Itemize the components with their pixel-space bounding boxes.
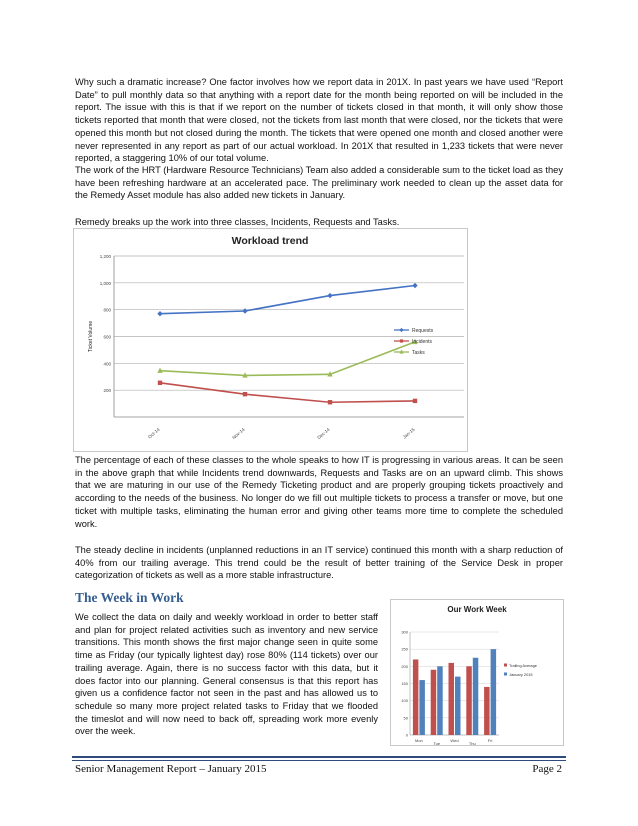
bar-trailing-average	[484, 687, 490, 735]
bar-january-2015	[473, 658, 479, 735]
footer-page-number: Page 2	[532, 763, 562, 775]
x-tick-label: Jan-15	[401, 426, 416, 440]
class-percentage-paragraph: The percentage of each of these classes to the whole speaks to how IT is progressing in various areas. It can be seen in the above graph that while Incidents trend downwards, Requests and Tasks are on an upward climb. This shows that we are maturing in our use of the Remedy Ticketing product and are properly grouping tickets proactively and according to the needs of the business. No longer do we fill out multiple tickets to process a transfer or move, but one ticket with multiple tasks, eliminating the human error and giving other teams more time to complete the scheduled work.	[75, 455, 563, 529]
bar-trailing-average	[431, 670, 437, 735]
bar-trailing-average	[413, 659, 419, 735]
workload-trend-svg	[74, 229, 467, 451]
legend-marker	[399, 328, 403, 332]
footer-rule-thin	[72, 760, 566, 761]
x-tick-label: Nov-14	[231, 426, 246, 441]
footer-report-title: Senior Management Report – January 2015	[75, 763, 267, 775]
x-tick-label: Fri	[487, 738, 493, 743]
legend-label: Incidents	[412, 339, 433, 345]
y-tick-label: 1,200	[99, 254, 111, 259]
legend-label: Requests	[412, 328, 434, 334]
y-tick-label: 300	[401, 629, 408, 635]
work-week-chart	[390, 599, 564, 746]
legend-label: Tasks	[412, 350, 425, 356]
data-point-incidents	[413, 399, 417, 403]
y-tick-label: 200	[401, 663, 408, 669]
y-tick-label: 150	[401, 681, 408, 686]
bar-january-2015	[419, 680, 425, 735]
data-point-incidents	[158, 381, 162, 385]
y-tick-label: 0	[405, 732, 408, 738]
data-point-requests	[327, 293, 332, 298]
bar-january-2015	[437, 666, 443, 735]
x-tick-label: Tue	[433, 741, 441, 745]
x-tick-label: Mon	[415, 738, 423, 743]
y-tick-label: 800	[103, 307, 111, 313]
y-tick-label: 400	[103, 361, 111, 367]
bar-trailing-average	[466, 666, 472, 735]
x-tick-label: Dec-14	[316, 426, 331, 441]
intro-paragraph: Why such a dramatic increase? One factor involves how we report data in 201X. In past years we have used “Report Date” to pull monthly data so that anything with a report date for the month being reported on will be included in the report. The issue with this is that if we report on the number of tickets closed in that month, it will only show those tickets reported that month that were closed, not the tickets from last month that were closed, nor the tickets that were opened this month but not closed during the month. The tickets that were opened one month and closed another were never represented in any report as part of our actual workload. In 201X that resulted in 1,233 tickets that were never reported, a staggering 10% of our total volume.	[75, 77, 563, 164]
data-point-incidents	[328, 400, 332, 404]
series-line-tasks	[160, 342, 415, 376]
bar-january-2015	[455, 677, 461, 735]
y-tick-label: 100	[401, 698, 408, 704]
legend-marker	[400, 339, 403, 342]
data-point-requests	[412, 283, 417, 288]
y-tick-label: 250	[401, 646, 408, 652]
data-point-requests	[242, 308, 247, 313]
x-tick-label: Oct-14	[147, 426, 161, 440]
bar-trailing-average	[449, 663, 455, 735]
y-axis-label: Ticket Volume	[88, 320, 94, 353]
legend-swatch	[504, 673, 507, 676]
remedy-classes-paragraph: Remedy breaks up the work into three classes, Incidents, Requests and Tasks.	[75, 217, 400, 227]
section-title: The Week in Work	[75, 590, 184, 605]
legend-label: January 2015	[509, 671, 533, 677]
y-tick-label: 200	[103, 388, 111, 394]
chart-title: Our Work Week	[447, 605, 507, 614]
y-tick-label: 50	[403, 715, 408, 721]
footer-rule	[72, 756, 566, 758]
chart-title: Workload trend	[231, 235, 309, 247]
legend-label: Trailing Average	[509, 662, 537, 668]
x-tick-label: Thu	[468, 741, 476, 745]
data-point-incidents	[243, 392, 247, 396]
workload-trend-chart	[73, 228, 468, 452]
incident-decline-paragraph: The steady decline in incidents (unplanned reductions in an IT service) continued this month with a sharp reduction of 40% from our trailing average. This trend could be the result of better training of the Service Desk in proper categorization of tickets as well as a more stable infrastructure.	[75, 545, 563, 581]
series-line-incidents	[160, 383, 415, 402]
y-tick-label: 600	[103, 334, 111, 340]
x-tick-label: Wed	[450, 738, 459, 743]
hrt-paragraph: The work of the HRT (Hardware Resource Technicians) Team also added a considerable sum to the ticket load as they have been refreshing hardware at an accelerated pace. The preliminary work needed to clean up the asset data for the Remedy Asset module has also added new tickets in January.	[75, 165, 563, 201]
data-point-requests	[157, 311, 162, 316]
y-tick-label: 1,000	[99, 280, 111, 286]
work-week-svg	[391, 600, 563, 745]
legend-swatch	[504, 664, 507, 667]
bar-january-2015	[491, 649, 497, 735]
week-in-work-paragraph: We collect the data on daily and weekly workload in order to better staff and plan for project related activities such as inventory and new service transitions. This month shows the first major change seen in quite some time as Friday (our typically lightest day) rose 80% (114 tickets) over our trailing average. Again, there is no success factor with this data, but it does factor into our planning. General consensus is that this report has given us a confidence factor not seen in the past and has allowed us to schedule so many more project related tasks to Friday that we flooded the timeslot and will now need to back off, spreading work more evenly over the week.	[75, 612, 378, 737]
